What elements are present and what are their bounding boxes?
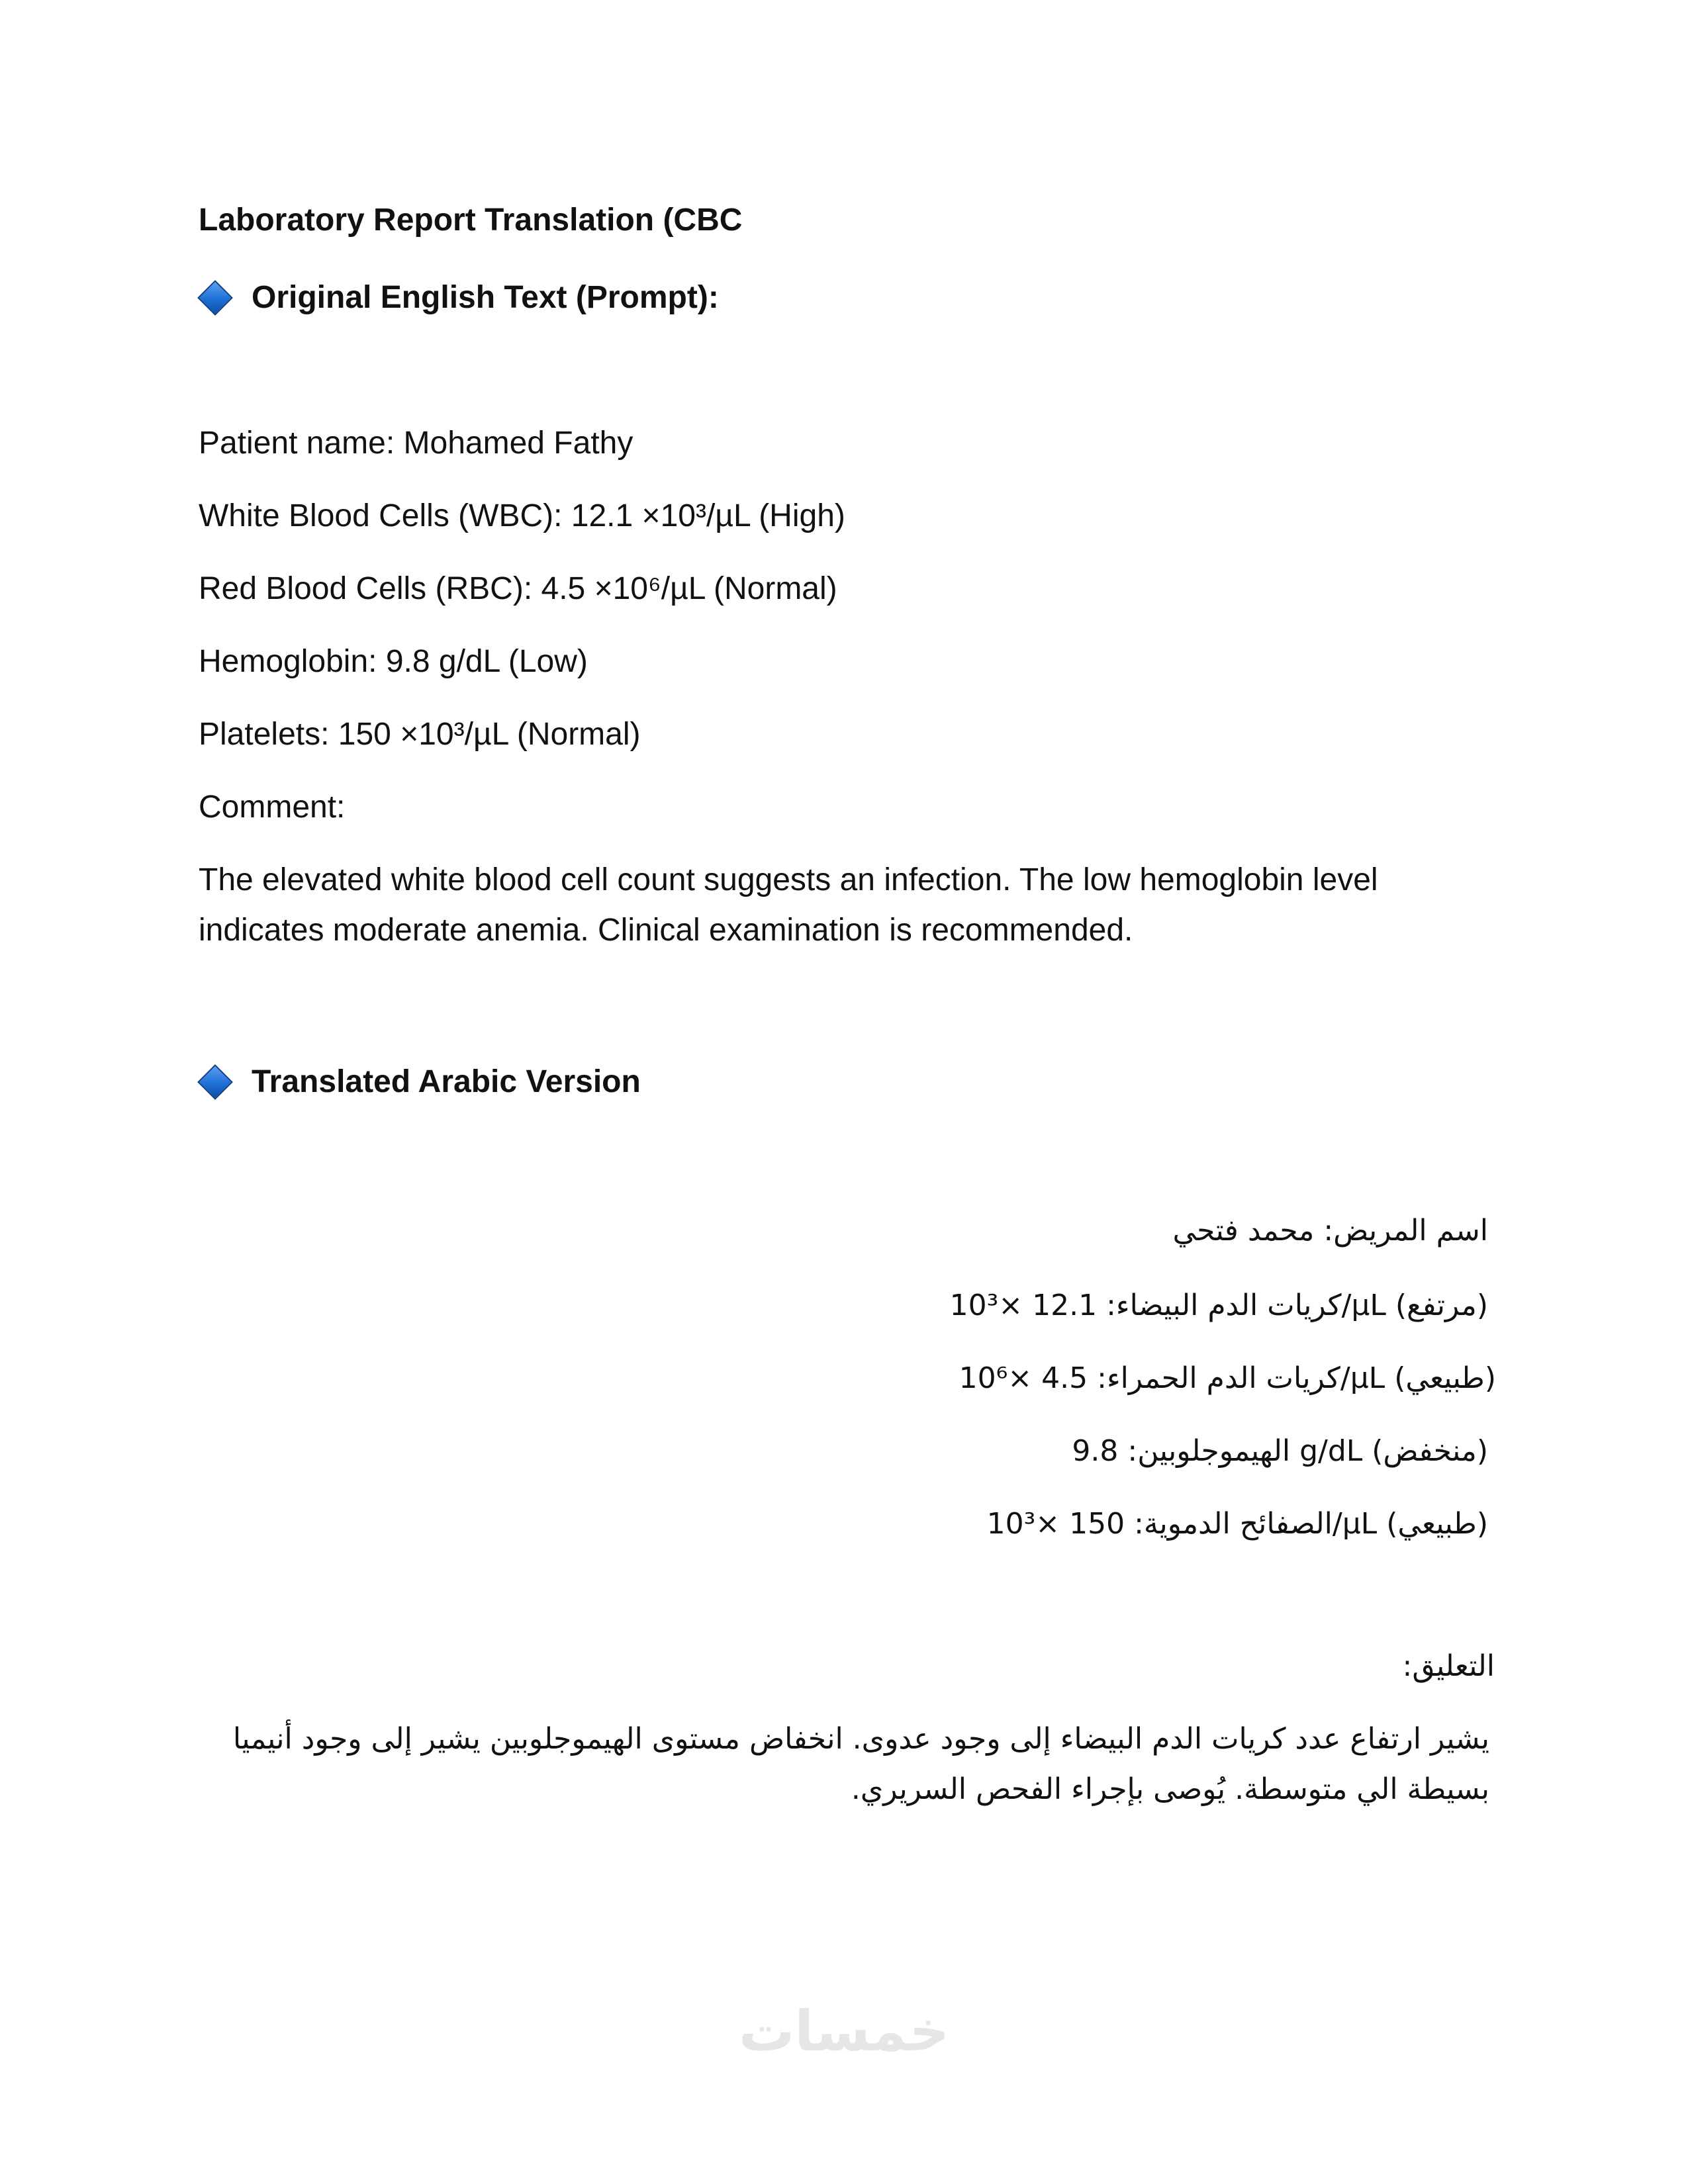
arabic-patient-name-line: اسم المريض: محمد فتحي <box>1172 1214 1488 1248</box>
translated-section-heading-label: Translated Arabic Version <box>252 1064 641 1099</box>
blue-diamond-icon <box>197 1064 233 1100</box>
platelets-line: Platelets: 150 ×10³/µL (Normal) <box>199 717 641 752</box>
arabic-comment-label: التعليق: <box>1402 1649 1495 1683</box>
arabic-comment-paragraph: يشير ارتفاع عدد كريات الدم البيضاء إلى وجود عدوى. انخفاض مستوى الهيموجلوبين يشير إلى وجود أنيميا بسيطة الي متوسطة. يُوصى بإجراء الفحص السريري. <box>232 1722 1489 1806</box>
blue-diamond-icon <box>197 280 233 316</box>
arabic-platelets-line: (طبيعي) µL/الصفائح الدموية: 150 ×10³ <box>986 1507 1488 1541</box>
document-title: Laboratory Report Translation (CBC <box>199 203 743 238</box>
original-section-heading-label: Original English Text (Prompt): <box>252 280 719 315</box>
wbc-line: White Blood Cells (WBC): 12.1 ×10³/µL (High) <box>199 498 845 533</box>
rbc-line: Red Blood Cells (RBC): 4.5 ×10⁶/µL (Normal) <box>199 571 837 606</box>
patient-name-line: Patient name: Mohamed Fathy <box>199 426 633 461</box>
arabic-wbc-line: (مرتفع) µL/كريات الدم البيضاء: 12.1 ×10³ <box>949 1289 1488 1322</box>
arabic-rbc-line: (طبيعي) µL/كريات الدم الحمراء: 4.5 ×10⁶ <box>959 1361 1496 1395</box>
arabic-hemoglobin-line: (منخفض) g/dL الهيموجلوبين: 9.8 <box>1072 1434 1488 1468</box>
original-section-heading <box>199 278 719 318</box>
translated-section-heading <box>199 1062 641 1102</box>
watermark-logo: خمسات <box>738 1999 950 2064</box>
hemoglobin-line: Hemoglobin: 9.8 g/dL (Low) <box>199 644 588 679</box>
comment-label: Comment: <box>199 790 346 825</box>
comment-paragraph: The elevated white blood cell count suggests an infection. The low hemoglobin level indicates moderate anemia. Clinical examination is recommended. <box>199 862 1378 948</box>
